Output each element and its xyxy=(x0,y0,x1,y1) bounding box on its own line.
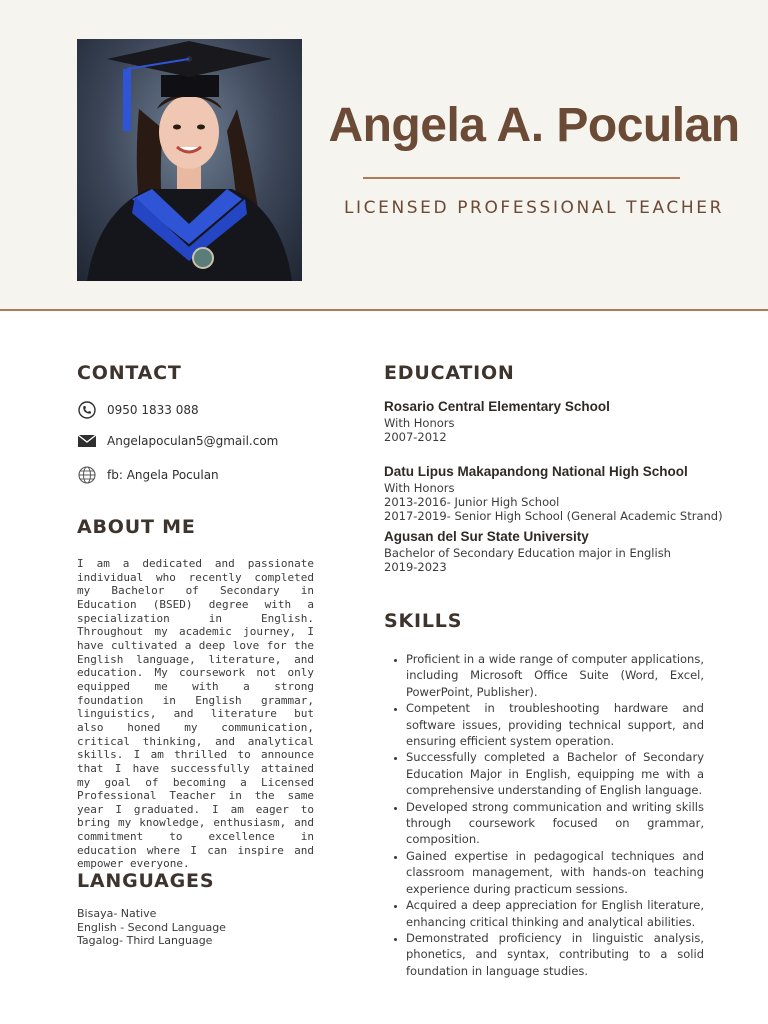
email-address[interactable]: Angelapoculan5@gmail.com xyxy=(107,434,279,448)
contact-heading: CONTACT xyxy=(77,362,182,384)
profile-photo xyxy=(77,39,302,281)
skill-item: • Developed strong communication and writing skills through coursework focused on grammar, composition. xyxy=(406,799,704,848)
globe-icon xyxy=(77,465,97,485)
name-divider xyxy=(363,177,680,179)
about-heading: ABOUT ME xyxy=(77,516,196,538)
email-icon xyxy=(77,431,97,451)
language-item: Bisaya- Native xyxy=(77,907,157,920)
education-detail: Bachelor of Secondary Education major in English xyxy=(384,546,671,560)
education-detail: With Honors xyxy=(384,481,455,495)
language-item: English - Second Language xyxy=(77,920,226,934)
education-heading: EDUCATION xyxy=(384,362,515,384)
phone-number[interactable]: 0950 1833 088 xyxy=(107,403,199,417)
contact-facebook xyxy=(77,464,219,486)
skill-item: • Gained expertise in pedagogical techniques and classroom management, with hands-on teaching experience during practicum sessions. xyxy=(406,848,704,897)
languages-heading: LANGUAGES xyxy=(77,870,215,892)
skill-item: • Successfully completed a Bachelor of Secondary Education Major in English, equipping me with a comprehensive understanding of English language. xyxy=(406,749,704,798)
education-detail: 2017-2019- Senior High School (General Academic Strand) xyxy=(384,509,723,523)
contact-email xyxy=(77,430,278,452)
education-detail: 2013-2016- Junior High School xyxy=(384,495,560,509)
language-item: Tagalog- Third Language xyxy=(77,934,213,948)
skills-heading: SKILLS xyxy=(384,610,463,632)
education-entry xyxy=(384,464,744,523)
education-detail: 2019-2023 xyxy=(384,560,447,574)
facebook-handle[interactable]: fb: Angela Poculan xyxy=(107,468,219,482)
education-entry xyxy=(384,399,744,444)
skill-item: • Competent in troubleshooting hardware and software issues, providing technical support, and ensuring efficient system operation. xyxy=(406,700,704,749)
education-detail: With Honors xyxy=(384,416,455,430)
school-name: Datu Lipus Makapandong National High School xyxy=(384,464,688,479)
phone-icon xyxy=(77,400,97,420)
graduate-portrait-illustration xyxy=(77,39,302,281)
skill-item: • Acquired a deep appreciation for English literature, enhancing critical thinking and analytical abilities. xyxy=(406,897,704,930)
education-detail: 2007-2012 xyxy=(384,430,447,444)
education-entry xyxy=(384,529,744,574)
skill-item: • Demonstrated proficiency in linguistic analysis, phonetics, and syntax, contributing to a solid foundation in language studies. xyxy=(406,930,704,979)
contact-phone xyxy=(77,399,199,421)
languages-list xyxy=(77,907,226,948)
about-text: I am a dedicated and passionate individual who recently completed my Bachelor of Secondary in Education (BSED) degree with a specialization in English. Throughout my academic journey, I have cultivated a deep love for the English language, literature, and education. My coursework not only equipped me with a strong foundation in English grammar, linguistics, and literature but also honed my communication, critical thinking, and analytical skills. I am thrilled to announce that I have successfully attained my goal of becoming a Licensed Professional Teacher in the same year I graduated. I am eager to bring my knowledge, enthusiasm, and commitment to excellence in education where I can inspire and empower everyone. xyxy=(77,557,314,871)
candidate-title: LICENSED PROFESSIONAL TEACHER xyxy=(343,198,725,218)
skill-item: • Proficient in a wide range of computer applications, including Microsoft Office Suite (Word, Excel, PowerPoint, Publisher). xyxy=(406,651,704,700)
school-name: Agusan del Sur State University xyxy=(384,529,589,544)
skills-list xyxy=(384,651,704,979)
candidate-name: Angela A. Poculan xyxy=(328,99,740,152)
school-name: Rosario Central Elementary School xyxy=(384,399,610,414)
